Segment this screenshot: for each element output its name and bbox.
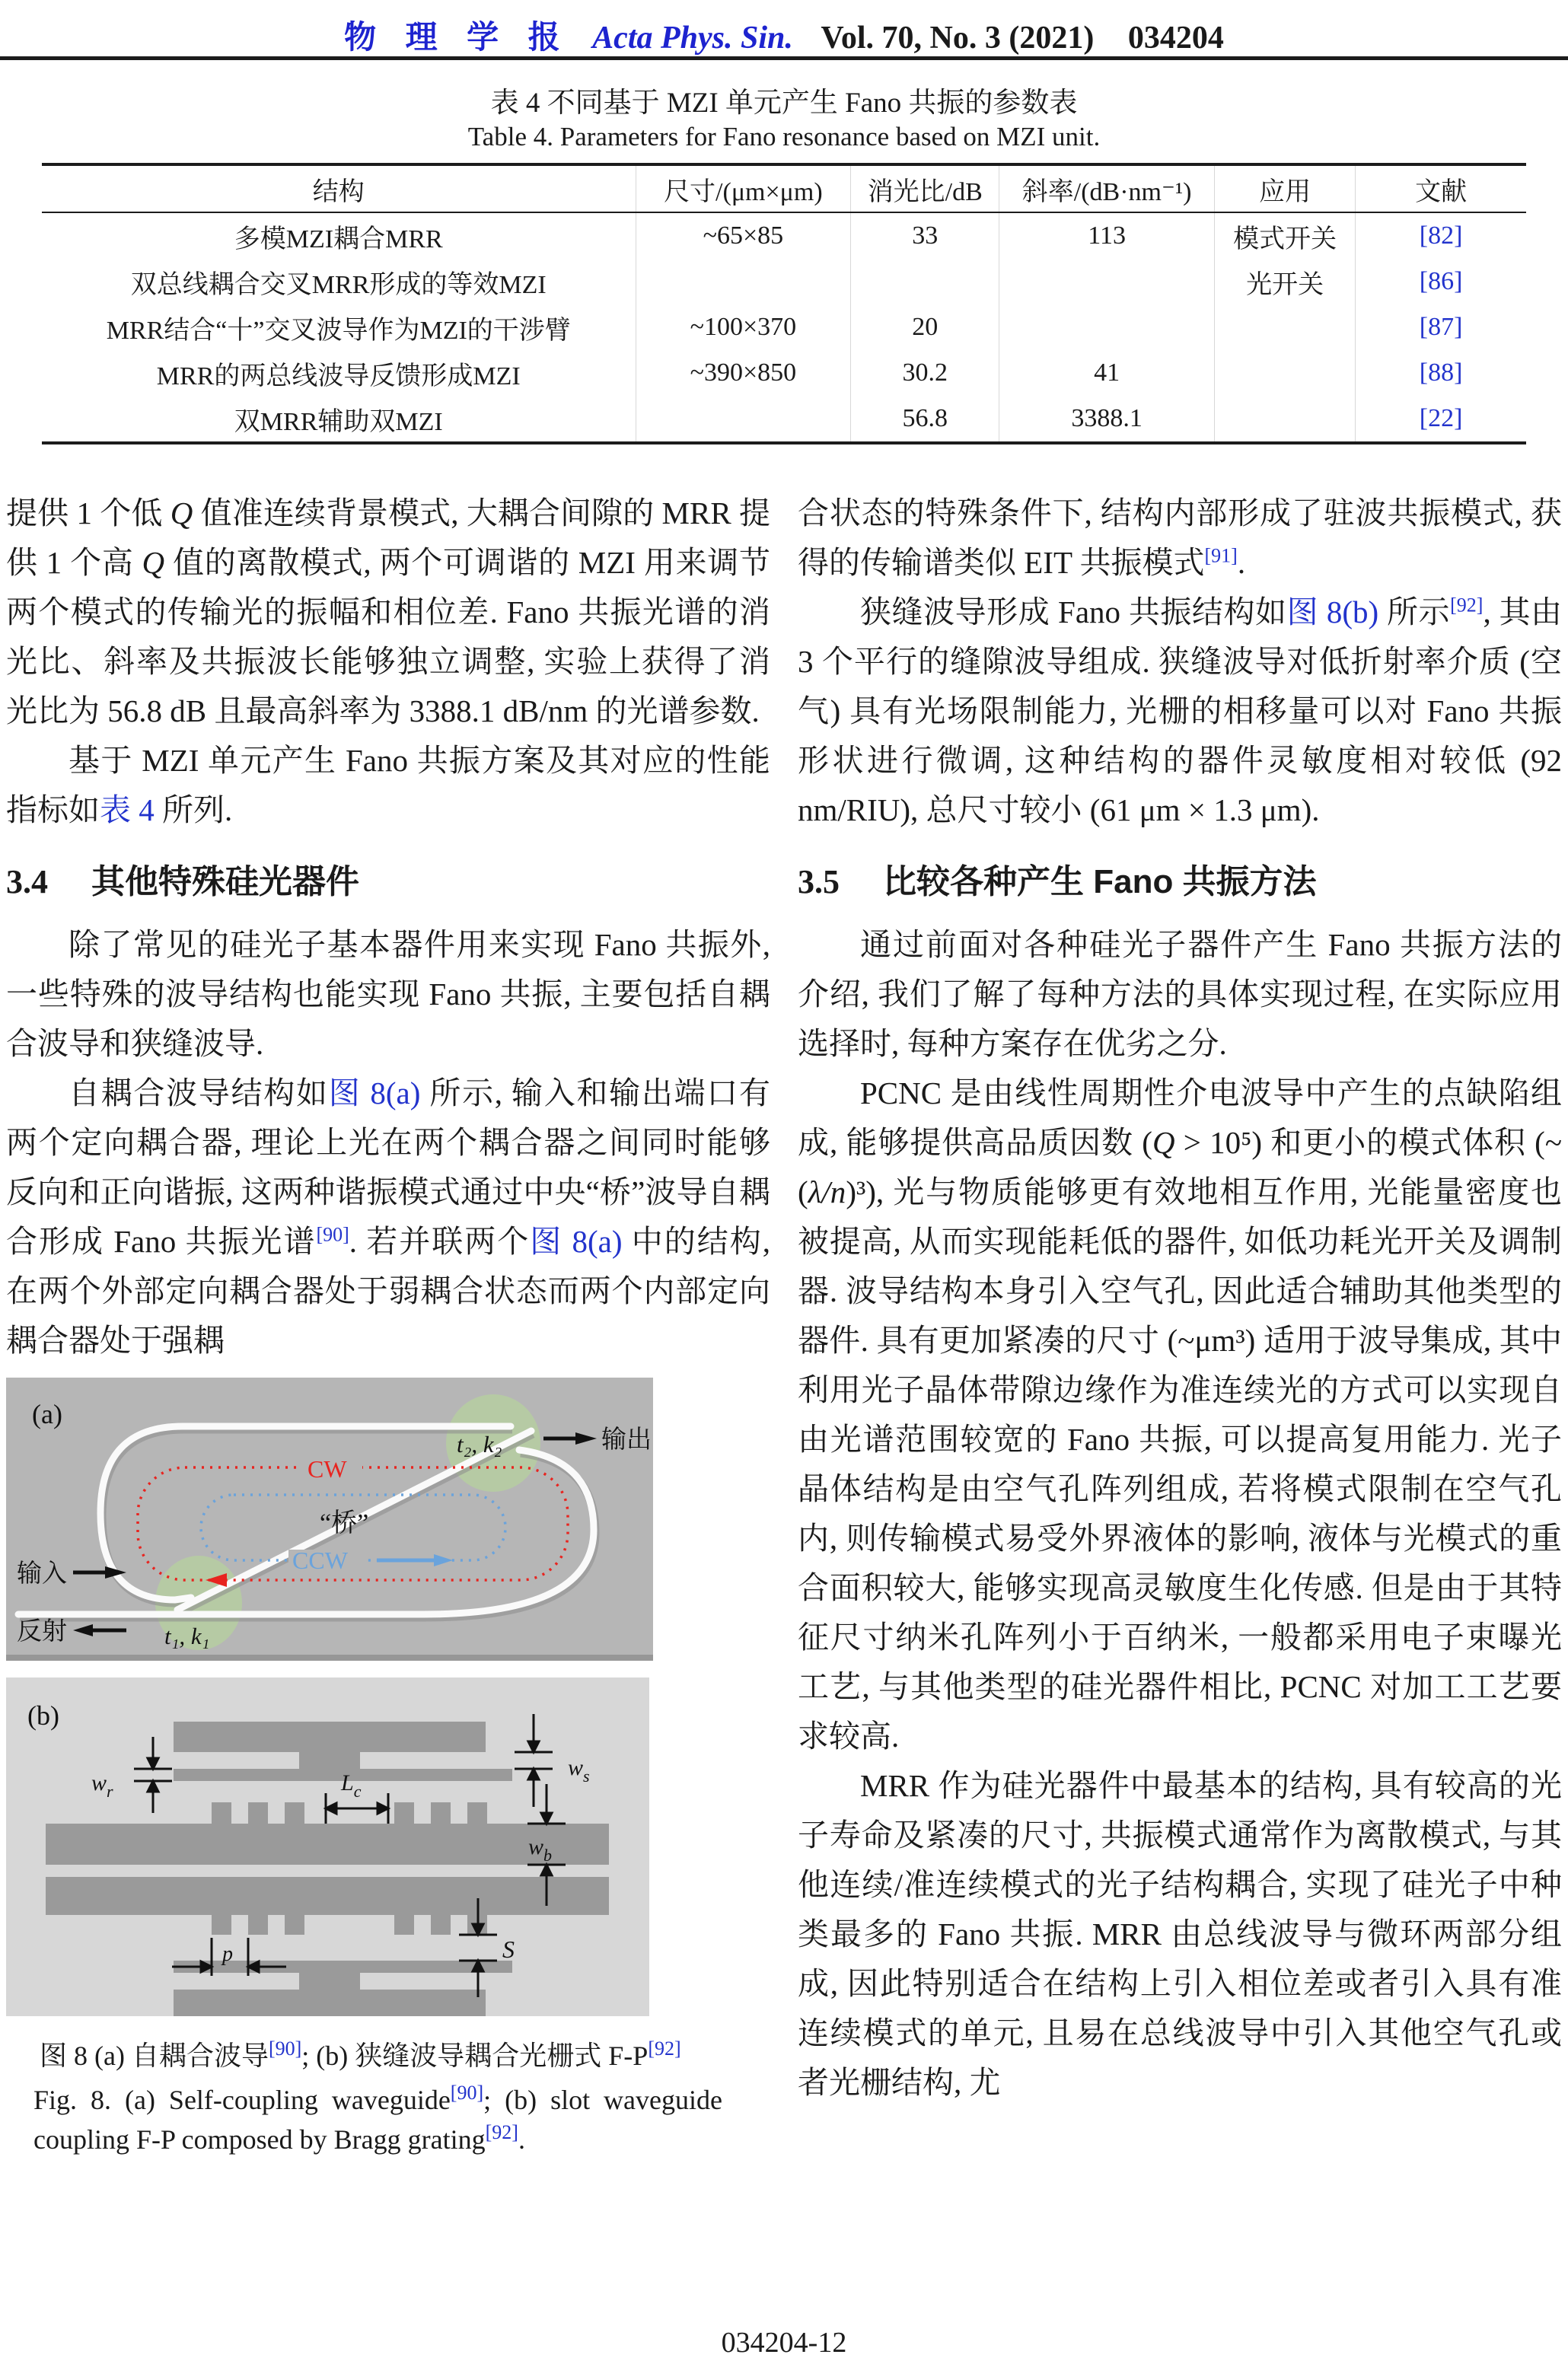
panel-a-tag: (a) [32,1399,62,1429]
paragraph [798,489,1562,588]
table-row [42,304,1526,350]
figure-caption-en [33,2080,722,2159]
section-title: 其他特殊硅光器件 [91,863,359,900]
figure-caption-cn [40,2036,770,2076]
cell-slope: 41 [999,350,1215,396]
cross-reference-link[interactable]: 图 8(a) [328,1075,421,1110]
output-label: 输出 [601,1426,652,1454]
text-run: 中的结构, 在两个外部定向耦合器处于弱耦合状态而两个内部定向耦合器处于强耦 [6,1224,771,1358]
cross-reference-link[interactable]: 表 4 [100,792,155,827]
cell-size [636,259,851,304]
cross-reference-link[interactable]: 图 8(b) [1286,594,1379,629]
cell-application [1215,304,1356,350]
text-run: 除了常见的硅光子基本器件用来实现 Fano 共振外, 一些特殊的波导结构也能实现 Fano 共振, 主要包括自耦合波导和狭缝波导. [6,927,770,1061]
citation-ref[interactable]: [90] [268,2037,302,2060]
italic-symbol: Q [1152,1125,1175,1160]
figure-8b-panel [6,1677,649,2016]
wr-label: $w_r$ [91,1770,113,1801]
p-label: p [222,1942,233,1966]
cell-application [1215,396,1356,443]
text-run: . [518,2124,525,2155]
cell-structure: 双MRR辅助双MZI [42,396,636,443]
left-column [6,489,770,2159]
section-title: 比较各种产生 Fano 共振方法 [883,863,1317,900]
cell-application: 模式开关 [1215,212,1356,259]
cell-slope [999,259,1215,304]
cell-er: 20 [851,304,999,350]
citation-ref[interactable]: [86] [1419,267,1463,295]
col-header-slope: 斜率/(dB·nm⁻¹) [999,164,1215,212]
paragraph [6,920,770,1069]
text-run: 所示, 输入和输出端口有两个定向耦合器, 理论上光在两个耦合器之间同时能够反向和正向谐振, 这两种谐振模式通过中央“桥”波导自耦合形成 Fano 共振光谱 [6,1075,771,1259]
text-run: 合状态的特殊条件下, 结构内部形成了驻波共振模式, 获得的传输谱类似 EIT 共振模式 [798,495,1562,580]
col-header-er: 消光比/dB [851,164,999,212]
cell-slope [999,304,1215,350]
text-run: . 若并联两个 [349,1224,531,1259]
citation-ref[interactable]: [82] [1419,221,1463,250]
cell-structure: 双总线耦合交叉MRR形成的等效MZI [42,259,636,304]
cell-application [1215,350,1356,396]
header-rule [0,56,1568,60]
cell-size [636,396,851,443]
cell-slope: 3388.1 [999,396,1215,443]
paragraph [6,489,770,736]
table4-caption-cn: 表 4 不同基于 MZI 单元产生 Fano 共振的参数表 [490,88,1078,119]
cell-structure: MRR的两总线波导反馈形成MZI [42,350,636,396]
italic-symbol: λ/n [808,1174,846,1209]
col-header-application: 应用 [1215,164,1356,212]
text-run: 自耦合波导结构如 [69,1075,329,1110]
table4-caption-en: Table 4. Parameters for Fano resonance based on MZI unit. [467,122,1101,151]
text-run: > 10⁵) 和更小的模式体积 (~( [798,1125,1563,1209]
wb-label: $w_b$ [528,1834,553,1865]
ws-label: $w_s$ [568,1755,590,1786]
journal-volume: Vol. 70, No. 3 (2021) [821,21,1095,56]
paragraph [6,736,770,835]
col-header-reference: 文献 [1415,177,1468,206]
cell-structure: MRR结合“十”交叉波导作为MZI的干涉臂 [42,304,636,350]
cell-size: ~100×370 [636,304,851,350]
table-row [42,350,1526,396]
section-number: 3.4 [6,863,48,900]
cell-size: ~390×850 [636,350,851,396]
s-label: S [502,1936,515,1963]
input-label: 输入 [17,1560,67,1588]
table-row [42,396,1526,443]
cell-er: 30.2 [851,350,999,396]
journal-title-cn: 物 理 学 报 [344,21,571,56]
cell-er [851,259,999,304]
text-run: . [1237,545,1246,580]
text-run: 图 8 (a) 自耦合波导 [40,2041,269,2071]
cell-slope: 113 [999,212,1215,259]
figure-8a-panel [6,1378,653,1661]
text-run: PCNC 是由线性周期性介电波导中产生的点缺陷组成, 能够提供高品质因数 ( [798,1075,1562,1160]
cross-reference-link[interactable]: 图 8(a) [530,1224,623,1259]
citation-ref[interactable]: [92] [648,2037,681,2060]
section-number: 3.5 [798,863,840,900]
lc-label: $L_c$ [341,1770,362,1801]
article-number: 034204 [1127,21,1224,56]
table4 [42,163,1526,444]
figure-8 [6,1378,770,2159]
text-run: Fig. 8. (a) Self-coupling waveguide [33,2085,451,2115]
citation-ref[interactable]: [22] [1419,404,1463,432]
paragraph [6,1069,770,1365]
cell-structure: 多模MZI耦合MRR [42,212,636,259]
table-row [42,212,1526,259]
cell-er: 33 [851,212,999,259]
right-column [798,489,1562,2108]
text-run: 狭缝波导形成 Fano 共振结构如 [860,594,1287,629]
citation-ref[interactable]: [90] [450,2082,484,2104]
journal-title-en: Acta Phys. Sin. [592,21,793,56]
italic-symbol: Q [142,545,165,580]
citation-ref[interactable]: [87] [1419,313,1463,341]
text-run: 基于 MZI 单元产生 Fano 共振方案及其对应的性能指标如 [6,743,770,827]
italic-symbol: Q [170,495,193,530]
citation-ref[interactable]: [91] [1204,544,1238,567]
text-run: MRR 作为硅光器件中最基本的结构, 具有较高的光子寿命及紧凑的尺寸, 共振模式通常作为离散模式, 与其他连续/准连续模式的光子结构耦合, 实现了硅光子中种类最多的 Fano 共振. MRR 由总线波导与微环两部分组成, 因此特别适合在结构上引入相位差或者引入具有准连续模式的单元, 且易在总线波导中引入其他空气孔或者光栅结构, 尤 [798,1768,1562,2100]
paragraph [798,920,1562,1069]
section-heading-3-5 [798,861,1562,903]
cell-size: ~65×85 [636,212,851,259]
col-header-size: 尺寸/(μm×μm) [636,164,851,212]
text-run: 提供 1 个低 [6,495,171,530]
text-run: 值准连续背景模式, 大耦合间隙的 MRR 提供 1 个高 [6,495,771,580]
page-number: 034204-12 [721,2327,847,2359]
bridge-label: “桥” [320,1509,369,1537]
ccw-label: CCW [292,1547,348,1574]
t2k2-label: t₂, k₂ [457,1431,502,1458]
figure-8-caption [6,2036,770,2159]
table-row [42,259,1526,304]
table-header-row [42,164,1526,212]
t1k1-label: t₁, k₁ [164,1623,210,1649]
paragraph [798,588,1562,835]
text-run: ; (b) 狭缝波导耦合光栅式 F-P [301,2041,649,2071]
text-run: 所示 [1378,594,1451,629]
section-heading-3-4 [6,861,770,903]
paragraph [798,1761,1562,2108]
citation-ref[interactable]: [92] [1450,594,1484,617]
paragraph [798,1069,1562,1761]
text-run: , 其由 3 个平行的缝隙波导组成. 狭缝波导对低折射率介质 (空气) 具有光场限制能力, 光栅的相移量可以对 Fano 共振形状进行微调, 这种结构的器件灵敏度相对较低 (92 nm/RIU), 总尺寸较小 (61 μm × 1.3 μm). [798,594,1563,827]
citation-ref[interactable]: [90] [316,1223,349,1246]
text-run: )³), 光与物质能够更有效地相互作用, 光能量密度也被提高, 从而实现能耗低的器件, 如低功耗光开关及调制器. 波导结构本身引入空气孔, 因此适合辅助其他类型的器件. 具有更加紧凑的尺寸 (~μm³) 适用于波导集成, 其中利用光子晶体带隙边缘作为准连续光的方式可以实现自由光谱范围较宽的 Fano 共振, 可以提高复用能力. 光子晶体结构是由空气孔阵列组成, 若将模式限制在空气孔内, 则传输模式易受外界液体的影响, 液体与光模式的重合面积较大, 能够实现高灵敏度生化传感. 但是由于其特征尺寸纳米孔阵列小于百纳米, 一般都采用电子束曝光工艺, 与其他类型的硅光器件相比, PCNC 对加工工艺要求较高. [798,1174,1562,1754]
cw-label: CW [308,1455,347,1483]
text-run: ; (b) slot waveguide coupling F-P composed by Bragg grating [33,2085,722,2155]
citation-ref[interactable]: [92] [485,2121,518,2143]
cell-application: 光开关 [1215,259,1356,304]
reflection-label: 反射 [17,1618,67,1646]
citation-ref[interactable]: [88] [1419,358,1463,387]
panel-b-tag: (b) [27,1700,59,1731]
col-header-structure: 结构 [42,164,636,212]
text-run: 通过前面对各种硅光子器件产生 Fano 共振方法的介绍, 我们了解了每种方法的具体实现过程, 在实际应用选择时, 每种方案存在优劣之分. [798,927,1562,1061]
text-run: 值的离散模式, 两个可调谐的 MZI 用来调节两个模式的传输光的振幅和相位差. Fano 共振光谱的消光比、斜率及共振波长能够独立调整, 实验上获得了消光比为 56.8 dB 且最高斜率为 3388.1 dB/nm 的光谱参数. [6,545,771,728]
cell-er: 56.8 [851,396,999,443]
text-run: 所列. [154,792,233,827]
journal-header [0,12,1568,58]
